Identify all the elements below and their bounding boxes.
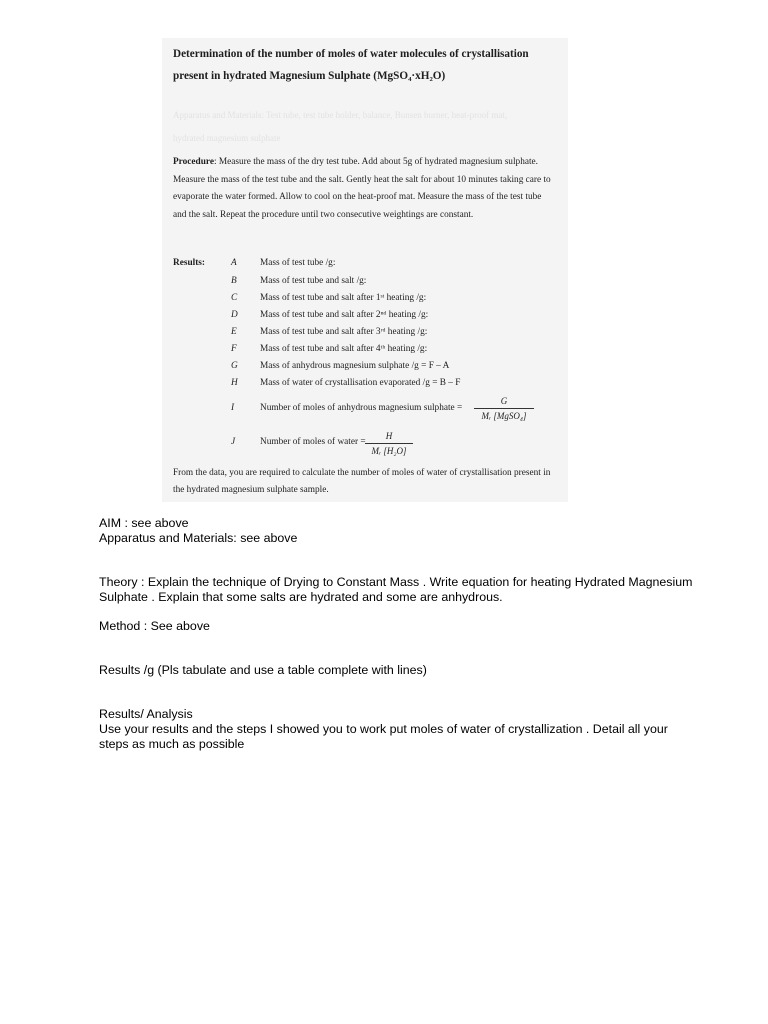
fraction-denominator: Mᵣ [MgSO₄] bbox=[474, 408, 534, 421]
row-letter: E bbox=[231, 327, 237, 337]
faded-apparatus-line1: Apparatus and Materials: Test tube, test tube holder, balance, Bunsen burner, heat-proof mat, bbox=[173, 110, 508, 120]
theory-paragraph: Theory : Explain the technique of Drying to Constant Mass . Write equation for heating Hydrated Magnesium Sulphate . Explain that some salts are hydrated and some are anhydrous. bbox=[99, 575, 693, 604]
row-text: Mass of anhydrous magnesium sulphate /g = F – A bbox=[260, 361, 450, 371]
analysis-paragraph: Use your results and the steps I showed you to work put moles of water of crystallization . Detail all your steps as much as possible bbox=[99, 722, 668, 751]
worksheet-title-line1: Determination of the number of moles of water molecules of crystallisation bbox=[173, 48, 529, 60]
procedure-label: Procedure bbox=[173, 157, 214, 167]
worksheet-footer: From the data, you are required to calculate the number of moles of water of crystallisation present in the hydrated magnesium sulphate sample. bbox=[173, 468, 551, 495]
fraction-moles-water bbox=[365, 431, 413, 456]
method-line: Method : See above bbox=[99, 619, 210, 633]
fraction-moles-mgso4 bbox=[474, 396, 534, 421]
procedure-text: : Measure the mass of the dry test tube. Add about 5g of hydrated magnesium sulphate. Measure the mass of the test tube and the salt. Gently heat the salt for about 10 minutes taking care to evaporate the water formed. Allow to cool on the heat-proof mat. Measure the mass of the test tube and the salt. Repeat the procedure until two consecutive weightings are constant. bbox=[173, 157, 551, 220]
row-letter: F bbox=[231, 344, 237, 354]
row-text: Mass of test tube and salt after 2ⁿᵈ heating /g: bbox=[260, 310, 429, 320]
row-text: Number of moles of anhydrous magnesium sulphate = bbox=[260, 403, 463, 413]
worksheet-title-line2: present in hydrated Magnesium Sulphate (MgSO₄·xH₂O) bbox=[173, 70, 446, 82]
faded-apparatus-line2: hydrated magnesium sulphate bbox=[173, 133, 281, 143]
analysis-heading: Results/ Analysis bbox=[99, 707, 193, 721]
result-row-g bbox=[162, 361, 568, 375]
result-row-c bbox=[162, 293, 568, 307]
row-text: Mass of water of crystallisation evaporated /g = B – F bbox=[260, 378, 461, 388]
row-text: Mass of test tube and salt after 4ᵗʰ heating /g: bbox=[260, 344, 428, 354]
row-letter: A bbox=[231, 258, 237, 268]
result-row-b bbox=[162, 276, 568, 290]
row-text: Mass of test tube and salt after 1ˢᵗ heating /g: bbox=[260, 293, 427, 303]
row-letter: D bbox=[231, 310, 238, 320]
apparatus-line: Apparatus and Materials: see above bbox=[99, 531, 298, 545]
row-letter: G bbox=[231, 361, 238, 371]
row-text: Mass of test tube /g: bbox=[260, 258, 336, 268]
row-letter: C bbox=[231, 293, 238, 303]
fraction-numerator: H bbox=[385, 431, 393, 441]
result-row-a bbox=[162, 258, 568, 272]
row-letter: J bbox=[231, 437, 236, 447]
row-letter: I bbox=[231, 403, 235, 413]
results-label: Results: bbox=[173, 258, 206, 268]
aim-line: AIM : see above bbox=[99, 516, 189, 530]
worksheet-scan bbox=[162, 38, 568, 502]
row-text: Mass of test tube and salt after 3ʳᵈ heating /g: bbox=[260, 327, 428, 337]
procedure-paragraph bbox=[173, 154, 553, 224]
result-row-h bbox=[162, 378, 568, 392]
results-instruction: Results /g (Pls tabulate and use a table complete with lines) bbox=[99, 663, 427, 677]
result-row-f bbox=[162, 344, 568, 358]
fraction-numerator: G bbox=[500, 396, 508, 406]
fraction-denominator: Mᵣ [H₂O] bbox=[365, 443, 413, 456]
row-text: Mass of test tube and salt /g: bbox=[260, 276, 367, 286]
row-letter: B bbox=[231, 276, 237, 286]
row-text: Number of moles of water = bbox=[260, 437, 366, 447]
result-row-e bbox=[162, 327, 568, 341]
result-row-d bbox=[162, 310, 568, 324]
row-letter: H bbox=[231, 378, 238, 388]
